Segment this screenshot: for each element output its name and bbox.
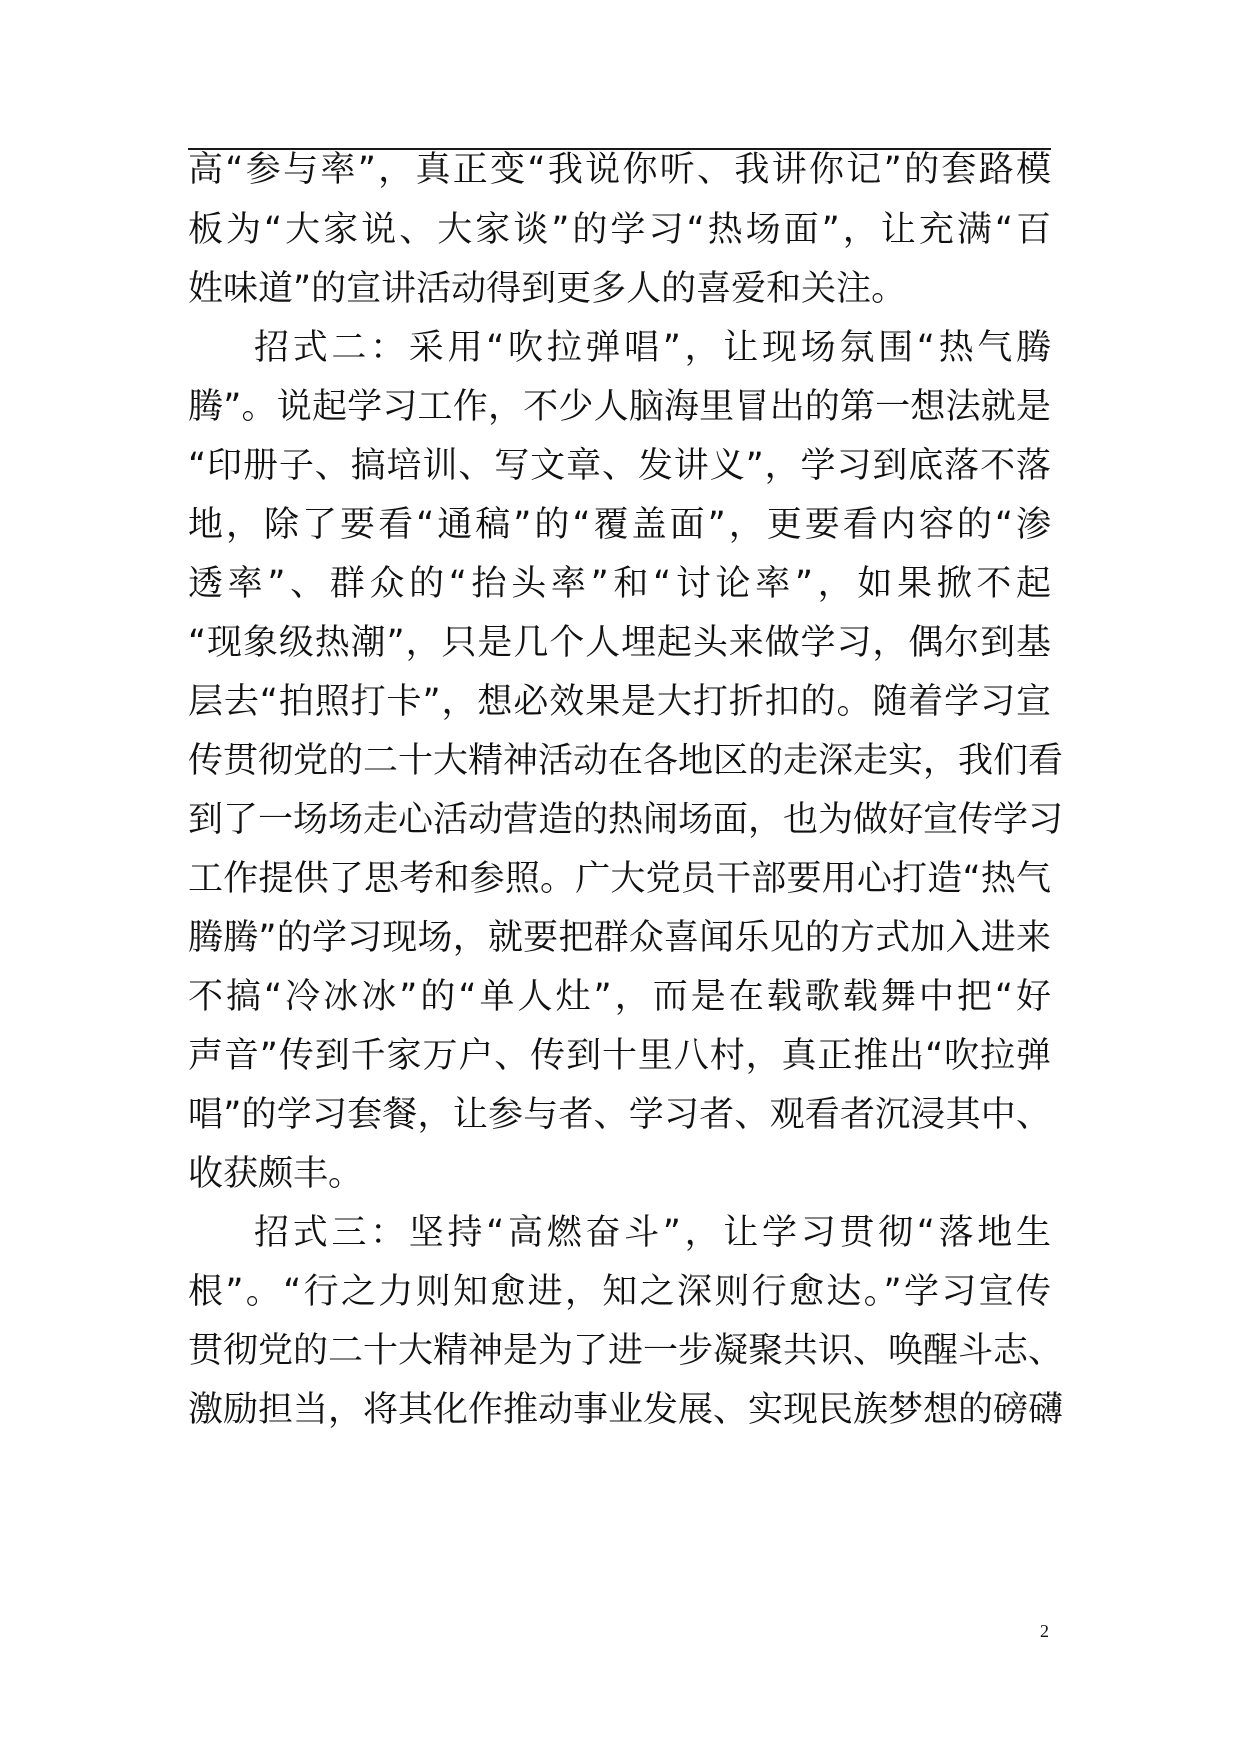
text-line-4: 招式二：采用“吹拉弹唱”，让现场氛围“热气腾 — [254, 328, 1051, 368]
text-line-14: 腾腾”的学习现场，就要把群众喜闻乐见的方式加入进来 — [188, 918, 1051, 958]
text-line-20: 根”。“行之力则知愈进，知之深则行愈达。”学习宣传 — [188, 1272, 1051, 1312]
text-line-8: 透率”、群众的“抬头率”和“讨论率”，如果掀不起 — [188, 564, 1051, 604]
text-line-19: 招式三：坚持“高燃奋斗”，让学习贯彻“落地生 — [254, 1213, 1051, 1253]
text-line-10: 层去“拍照打卡”，想必效果是大打折扣的。随着学习宣 — [188, 682, 1051, 722]
text-line-9: “现象级热潮”，只是几个人埋起头来做学习，偶尔到基 — [188, 623, 1051, 663]
text-line-18: 收获颇丰。 — [188, 1154, 364, 1194]
text-line-22: 激励担当，将其化作推动事业发展、实现民族梦想的磅礴 — [188, 1390, 1064, 1430]
text-line-6: “印册子、搞培训、写文章、发讲义”，学习到底落不落 — [188, 446, 1051, 486]
text-line-2: 板为“大家说、大家谈”的学习“热场面”，让充满“百 — [188, 210, 1051, 250]
text-line-7: 地，除了要看“通稿”的“覆盖面”，更要看内容的“渗 — [188, 505, 1051, 545]
text-line-13: 工作提供了思考和参照。广大党员干部要用心打造“热气 — [188, 859, 1051, 899]
text-line-12: 到了一场场走心活动营造的热闹场面，也为做好宣传学习 — [188, 800, 1064, 840]
text-line-5: 腾”。说起学习工作，不少人脑海里冒出的第一想法就是 — [188, 387, 1051, 427]
text-line-21: 贯彻党的二十大精神是为了进一步凝聚共识、唤醒斗志、 — [188, 1331, 1064, 1371]
text-line-11: 传贯彻党的二十大精神活动在各地区的走深走实，我们看 — [188, 741, 1064, 781]
text-line-16: 声音”传到千家万户、传到十里八村，真正推出“吹拉弹 — [188, 1036, 1051, 1076]
text-line-15: 不搞“冷冰冰”的“单人灶”，而是在载歌载舞中把“好 — [188, 977, 1051, 1017]
text-line-17: 唱”的学习套餐，让参与者、学习者、观看者沉浸其中、 — [188, 1095, 1051, 1135]
text-line-3: 姓味道”的宣讲活动得到更多人的喜爱和关注。 — [188, 269, 907, 309]
page-number: 2 — [1040, 1621, 1049, 1641]
text-line-1: 高“参与率”，真正变“我说你听、我讲你记”的套路模 — [188, 150, 1051, 190]
